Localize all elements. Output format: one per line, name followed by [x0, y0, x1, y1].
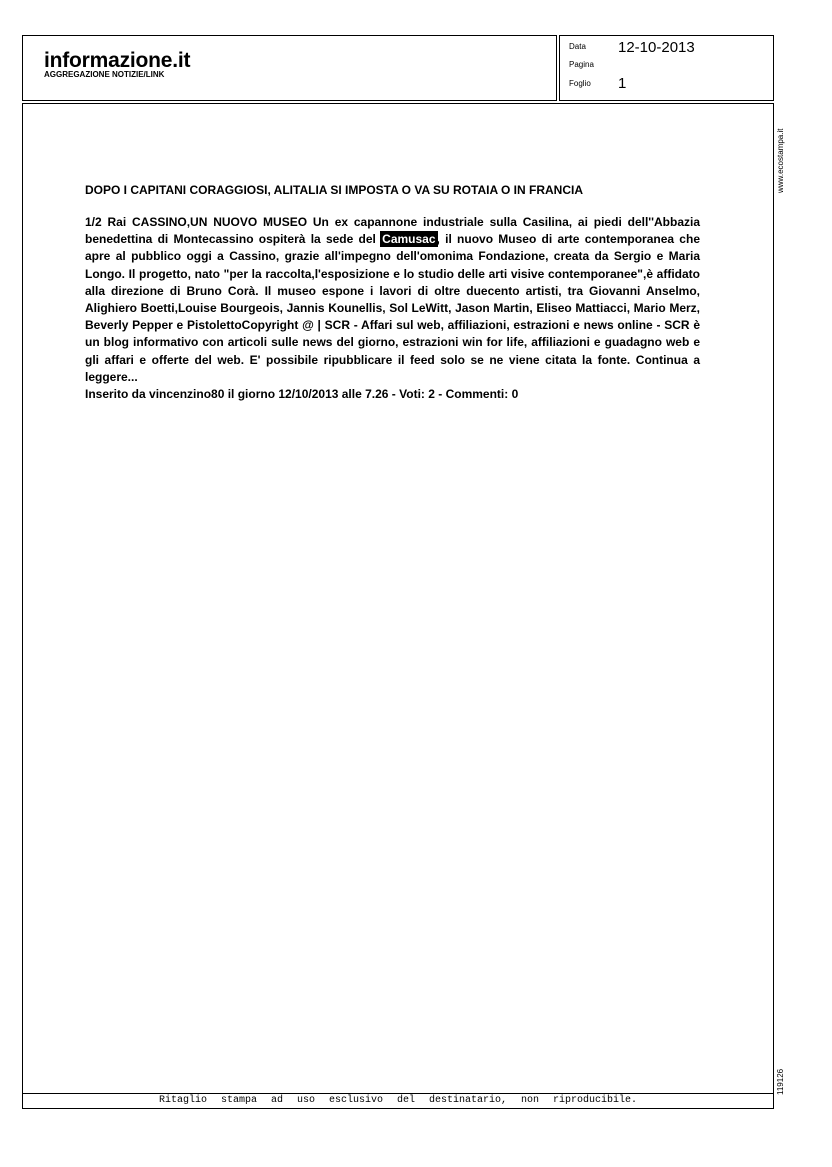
footer-disclaimer: Ritaglio stampa ad uso esclusivo del destinatario, non riproducibile. [158, 1095, 638, 1106]
side-client-code: 119126 [776, 1068, 785, 1095]
article-text-after: , il nuovo Museo di arte contemporanea che apre al pubblico oggi a Cassino, grazie all'impegno dell'omonima Fondazione, creata da Sergio e Maria Longo. Il progetto, nato "per la raccolta,l'esposizione e lo studio delle arti visive contemporanee",è affidato alla direzione di Bruno Corà. Il museo espone i lavori di oltre duecento artisti, tra Giovanni Anselmo, Alighiero Boetti,Louise Bourgeois, Jannis Kounellis, Sol LeWitt, Jason Martin, Eliseo Mattiacci, Mario Merz, Beverly Pepper e PistolettoCopyright @ | SCR - Affari sul web, affiliazioni, estrazioni e news online - SCR è un blog informativo con articoli sulle news del giorno, estrazioni win for life, affiliazioni e guadagno web e gli affari e offerte del web. E' possibile ripubblicare il feed solo se ne viene citata la fonte. Continua a leggere... [85, 232, 700, 384]
page-label: Pagina [569, 60, 594, 69]
date-value: 12-10-2013 [618, 39, 695, 56]
article-text [85, 214, 700, 386]
sheet-label: Foglio [569, 79, 591, 88]
masthead [22, 35, 557, 101]
side-source-url: www.ecostampa.it [776, 128, 785, 193]
article-text-before: 1/2 Rai CASSINO,UN NUOVO MUSEO Un ex capannone industriale sulla Casilina, ai piedi dell''Abbazia benedettina di Montecassino ospiterà la sede del [85, 215, 700, 247]
highlighted-keyword: Camusac [382, 232, 436, 247]
article-byline: Inserito da vincenzino80 il giorno 12/10/2013 alle 7.26 - Voti: 2 - Commenti: 0 [85, 387, 519, 402]
publication-tagline: AGGREGAZIONE NOTIZIE/LINK [44, 70, 165, 79]
sheet-value: 1 [618, 75, 627, 92]
article-body [85, 214, 700, 403]
publication-logo: informazione.it [44, 49, 191, 72]
clipping-meta [559, 35, 774, 101]
date-label: Data [569, 42, 586, 51]
footer-divider [22, 1093, 774, 1094]
article-headline: DOPO I CAPITANI CORAGGIOSI, ALITALIA SI IMPOSTA O VA SU ROTAIA O IN FRANCIA [85, 183, 583, 197]
